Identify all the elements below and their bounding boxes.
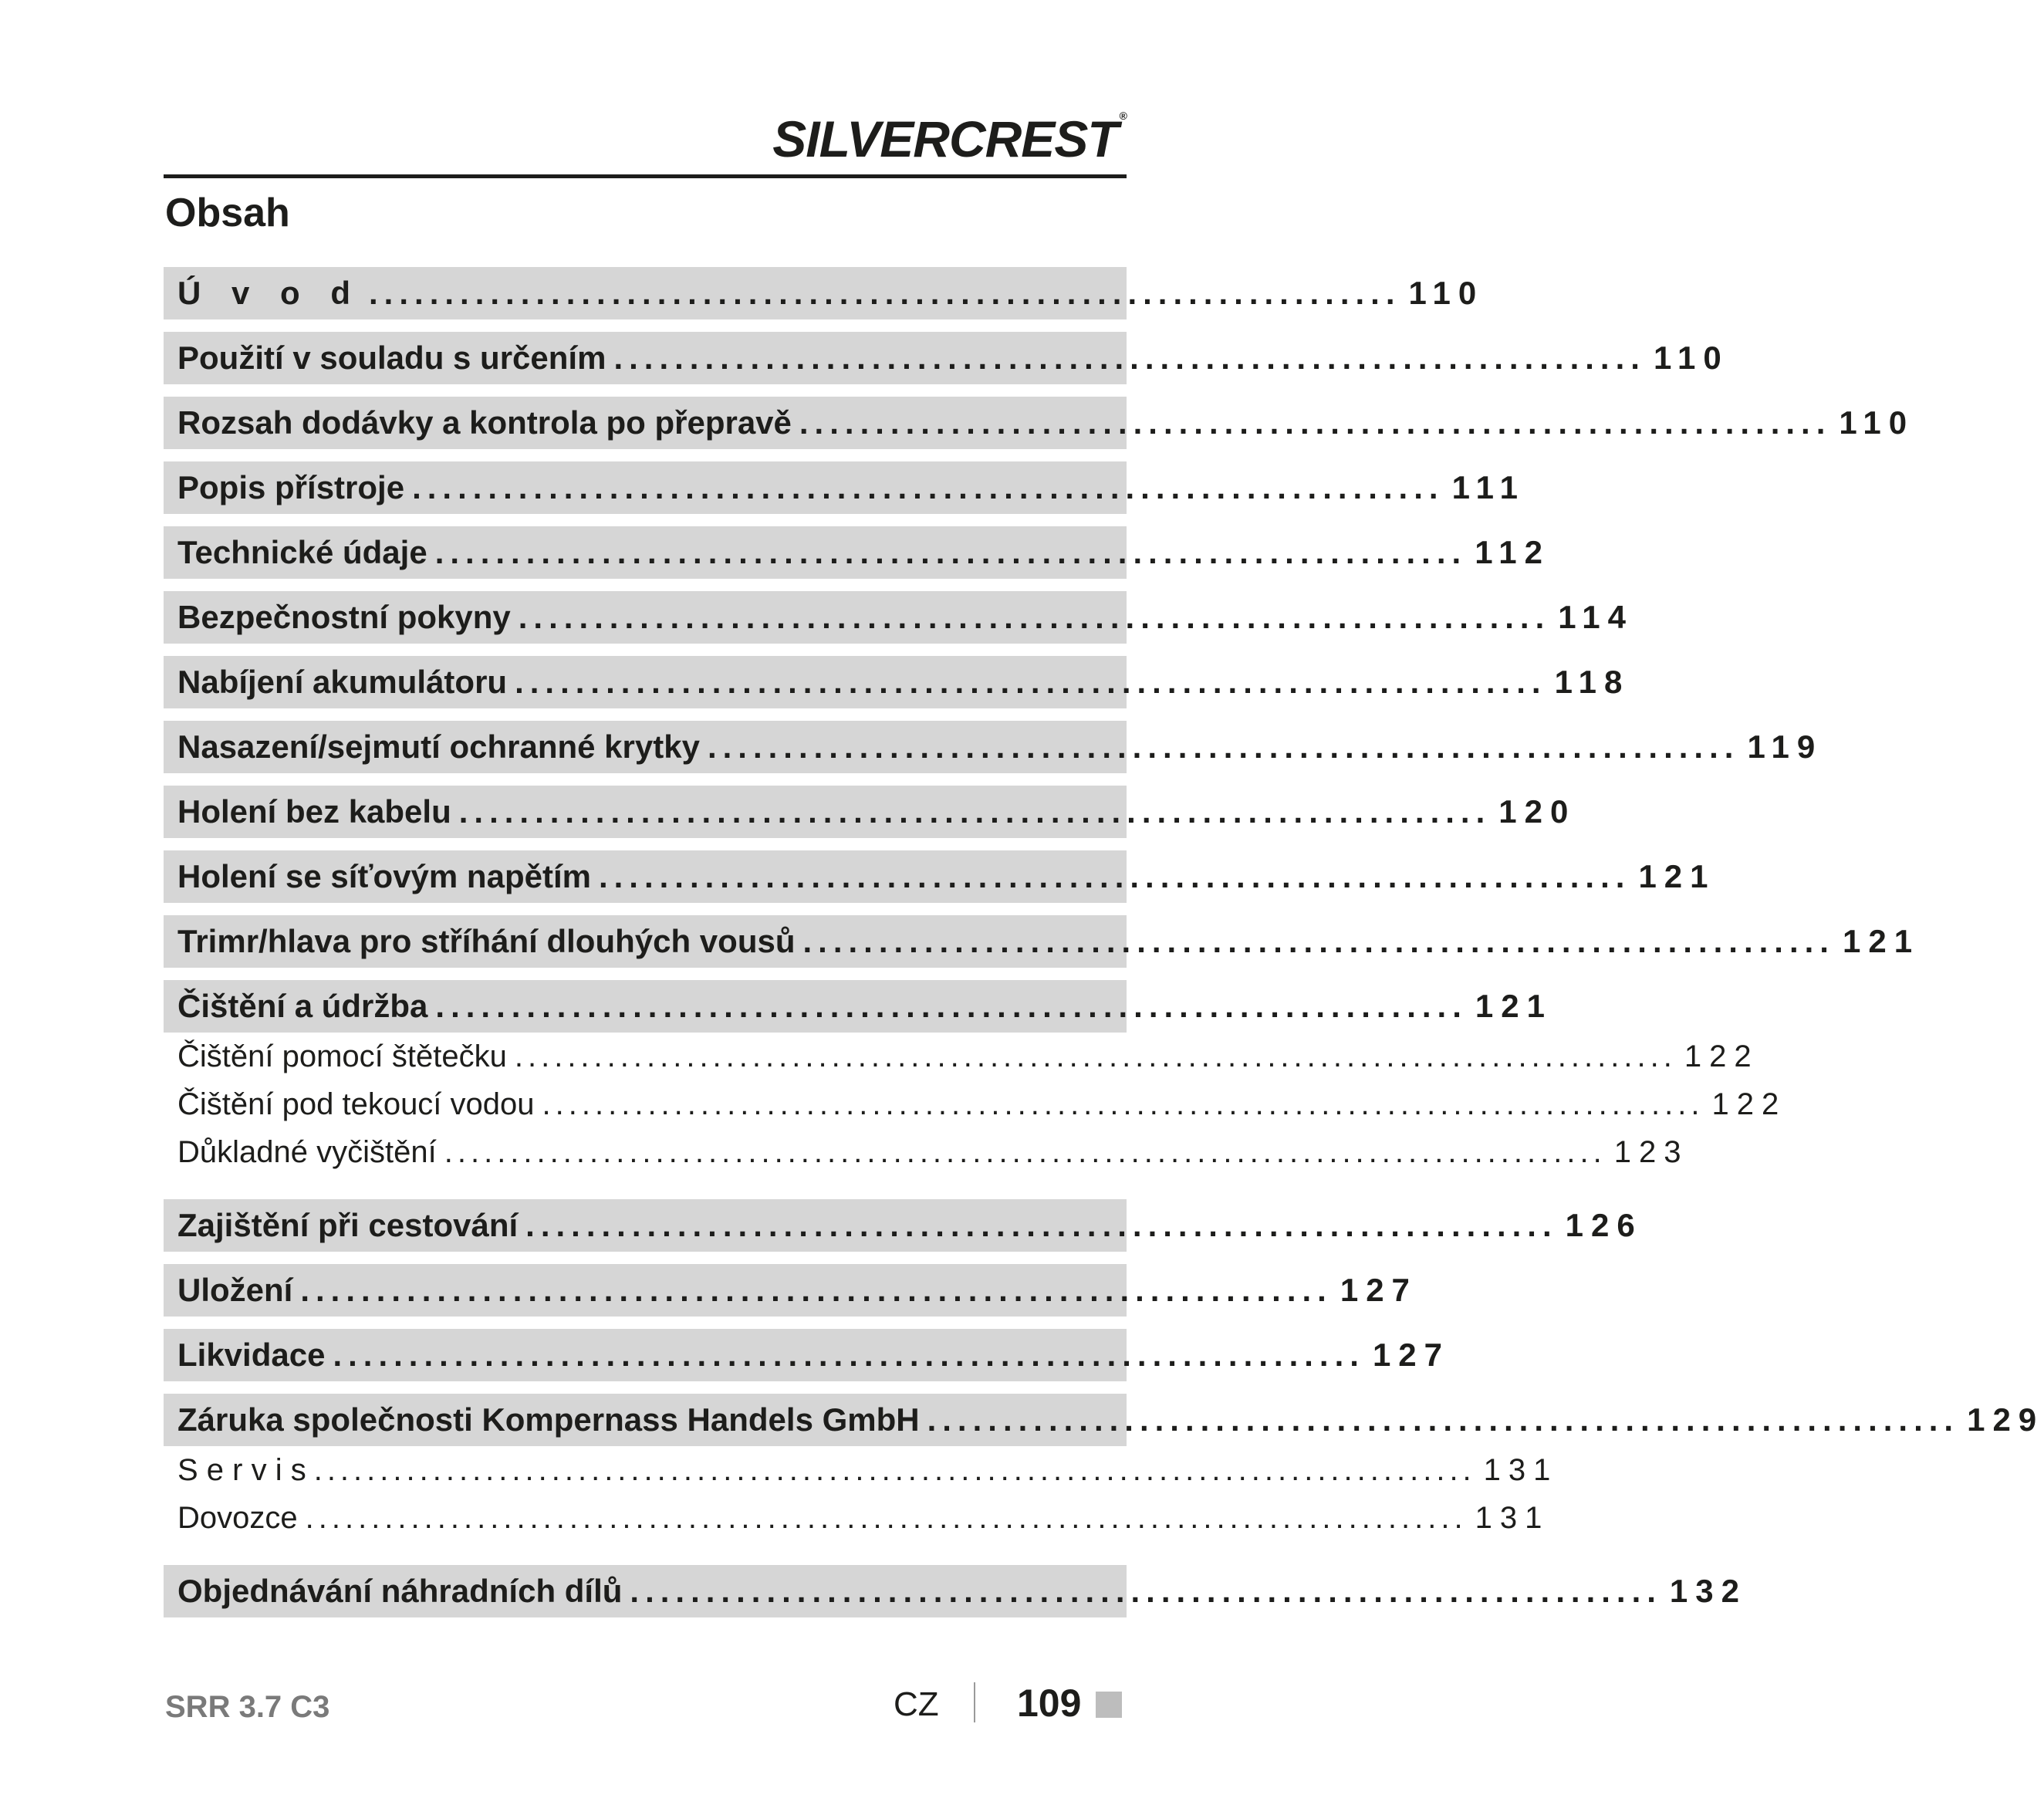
page-number: 109 [1017,1682,1082,1725]
toc-entry[interactable]: Zajištění při cestování .................................................................... 126 [164,1199,1127,1252]
toc-entry[interactable]: Popis přístroje .................................................................... 111 [164,461,1127,514]
toc-entry[interactable]: Holení se síťovým napětím .................................................................... 121 [164,850,1127,903]
toc-entry[interactable]: Likvidace .................................................................... 127 [164,1329,1127,1381]
toc-entry[interactable]: Uložení .................................................................... 127 [164,1264,1127,1317]
footer-divider [974,1682,975,1722]
language-code: CZ [894,1685,939,1723]
toc-entry[interactable]: Bezpečnostní pokyny .................................................................... 114 [164,591,1127,644]
toc-subentry[interactable]: Dovozce ........................................................................................ 131 [177,1500,1550,1535]
toc-entry[interactable]: Objednávání náhradních dílů .................................................................... 132 [164,1565,1127,1617]
square-marker-icon [1096,1692,1122,1718]
toc-subentry[interactable]: Čištění pod tekoucí vodou ........................................................................................ 122 [177,1087,1787,1121]
toc-subentry[interactable]: Čištění pomocí štětečku ........................................................................................ 122 [177,1039,1759,1073]
page-title: Obsah [165,191,290,235]
toc-subentry[interactable]: Důkladné vyčištění ........................................................................................ 123 [177,1134,1689,1169]
toc-entry[interactable]: Záruka společnosti Kompernass Handels GmbH .................................................................... 129 [164,1394,1127,1446]
toc-entry[interactable]: Technické údaje .................................................................... 112 [164,526,1127,579]
table-of-contents [164,267,2044,1630]
toc-entry[interactable]: Trimr/hlava pro stříhání dlouhých vousů .................................................................... 121 [164,915,1127,968]
header-rule [164,174,1127,178]
toc-entry[interactable]: Nasazení/sejmutí ochranné krytky .................................................................... 119 [164,721,1127,773]
toc-entry[interactable]: Použití v souladu s určením .................................................................... 110 [164,332,1127,384]
silvercrest-logo: SILVERCREST ® [772,110,1127,167]
toc-subentry[interactable]: S e r v i s ........................................................................................ 131 [177,1452,1559,1487]
registered-mark-icon: ® [1119,110,1127,122]
toc-entry[interactable]: Rozsah dodávky a kontrola po přepravě .................................................................... 110 [164,397,1127,449]
toc-entry[interactable]: Holení bez kabelu .................................................................... 120 [164,786,1127,838]
toc-entry[interactable]: Čištění a údržba .................................................................... 121 [164,980,1127,1033]
toc-entry[interactable]: Ú v o d .................................................................... 110 [164,267,1127,319]
toc-entry[interactable]: Nabíjení akumulátoru .................................................................... 118 [164,656,1127,708]
model-number: SRR 3.7 C3 [165,1690,330,1724]
